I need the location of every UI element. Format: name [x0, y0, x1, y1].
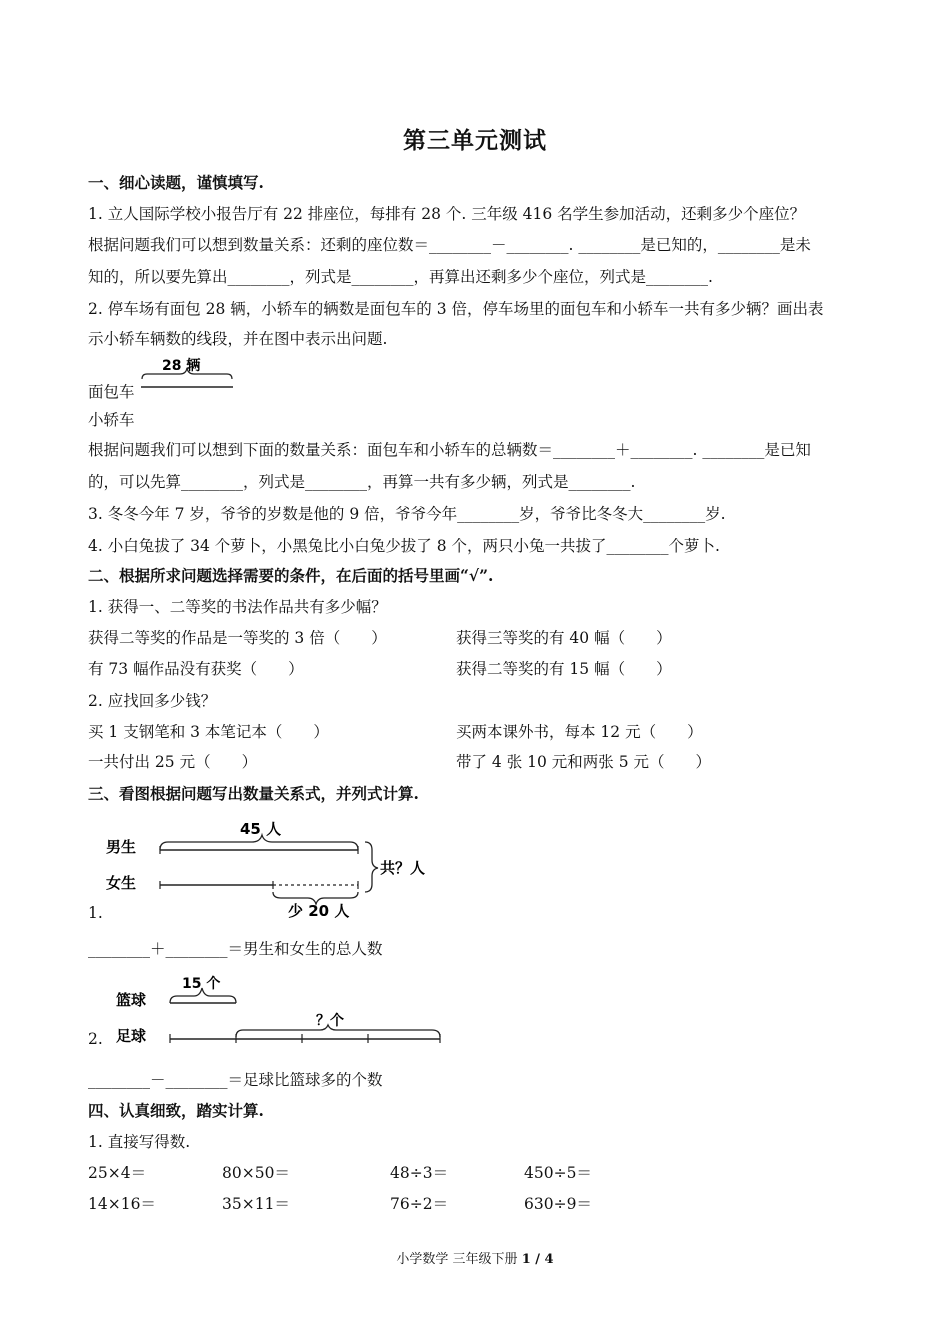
- part2-q2-opt-3: 一共付出 25 元（ ）: [88, 753, 258, 771]
- q1-line-3: 知的，所以要先算出________，列式是________，再算出还剩多少个座位，列式是________.: [88, 268, 713, 286]
- q3-text: 3. 冬冬今年 7 岁，爷爷的岁数是他的 9 倍，爷爷今年________岁，爷爷比冬冬大________岁.: [88, 505, 726, 523]
- equation-1: ________＋________＝男生和女生的总人数: [88, 940, 383, 958]
- basketball-count-label: 15 个: [182, 976, 221, 992]
- basketball-label: 篮球: [116, 991, 147, 1009]
- diagram-1-number: 1.: [88, 904, 103, 922]
- section-2-heading: 二、根据所求问题选择需要的条件，在后面的括号里画“√”.: [88, 566, 494, 585]
- basketball-brace: [170, 988, 236, 1003]
- section-3-heading: 三、看图根据问题写出数量关系式，并列式计算.: [88, 784, 419, 803]
- car-top-label: 28 辆: [162, 358, 201, 374]
- part4-q1: 1. 直接写得数.: [88, 1133, 191, 1151]
- football-label: 足球: [116, 1027, 147, 1045]
- calc-r2-c1: 14×16＝: [88, 1195, 156, 1213]
- part2-q2-opt-1: 买 1 支钢笔和 3 本笔记本（ ）: [88, 723, 329, 741]
- students-diagram: [100, 812, 445, 922]
- car-diagram: [140, 354, 250, 394]
- boys-label: 男生: [106, 838, 137, 856]
- car-row-label-1: 面包车: [88, 383, 135, 401]
- calc-r2-c3: 76÷2＝: [390, 1195, 449, 1213]
- section-1-heading: 一、细心读题，谨慎填写.: [88, 173, 264, 192]
- q1-line-1: 1. 立人国际学校小报告厅有 22 排座位，每排有 28 个. 三年级 416 名学生参加活动，还剩多少个座位？: [88, 205, 806, 223]
- section-4-heading: 四、认真细致，踏实计算.: [88, 1101, 264, 1120]
- footer-text: 小学数学 三年级下册: [396, 1252, 522, 1267]
- diagram-2-number: 2.: [88, 1030, 103, 1048]
- q2-line-3: 根据问题我们可以想到下面的数量关系：面包车和小轿车的总辆数＝________＋________. ________是已知: [88, 441, 811, 459]
- football-unknown-label: ？个: [316, 1013, 344, 1029]
- footer-page-number: 1 / 4: [521, 1252, 554, 1267]
- calc-r1-c4: 450÷5＝: [524, 1164, 592, 1182]
- q4-text: 4. 小白兔拔了 34 个萝卜，小黑兔比小白兔少拔了 8 个，两只小兔一共拔了________个萝卜.: [88, 537, 720, 555]
- total-label: 共？人: [380, 859, 426, 877]
- calc-r1-c1: 25×4＝: [88, 1164, 147, 1182]
- q2-line-4: 的，可以先算________，列式是________，再算一共有多少辆，列式是________.: [88, 473, 636, 491]
- part2-q1-opt-2: 获得三等奖的有 40 幅（ ）: [456, 629, 672, 647]
- part2-q1-opt-3: 有 73 幅作品没有获奖（ ）: [88, 660, 304, 678]
- boys-count-label: 45 人: [240, 820, 282, 838]
- difference-label: 少 20 人: [288, 902, 350, 920]
- balls-diagram: [110, 970, 450, 1050]
- part2-q1: 1. 获得一、二等奖的书法作品共有多少幅？: [88, 598, 387, 616]
- equation-2: ________－________＝足球比篮球多的个数: [88, 1071, 383, 1089]
- calc-r2-c2: 35×11＝: [222, 1195, 290, 1213]
- calc-r2-c4: 630÷9＝: [524, 1195, 592, 1213]
- q2-line-2: 示小轿车辆数的线段，并在图中表示出问题.: [88, 330, 388, 348]
- page-footer: [0, 1248, 950, 1267]
- q1-line-2: 根据问题我们可以想到数量关系：还剩的座位数＝________－________. ________是已知的，________是未: [88, 236, 811, 254]
- q2-line-1: 2. 停车场有面包 28 辆，小轿车的辆数是面包车的 3 倍，停车场里的面包车和小轿车一共有多少辆？画出表: [88, 300, 824, 318]
- part2-q1-opt-4: 获得二等奖的有 15 幅（ ）: [456, 660, 672, 678]
- car-row-label-2: 小轿车: [88, 411, 135, 429]
- part2-q2-opt-4: 带了 4 张 10 元和两张 5 元（ ）: [456, 753, 712, 771]
- part2-q1-opt-1: 获得二等奖的作品是一等奖的 3 倍（ ）: [88, 629, 387, 647]
- page-title: 第三单元测试: [403, 127, 547, 154]
- calc-r1-c2: 80×50＝: [222, 1164, 290, 1182]
- part2-q2-opt-2: 买两本课外书，每本 12 元（ ）: [456, 723, 703, 741]
- girls-label: 女生: [106, 874, 137, 892]
- total-brace: [365, 842, 378, 892]
- calc-r1-c3: 48÷3＝: [390, 1164, 449, 1182]
- part2-q2: 2. 应找回多少钱？: [88, 692, 217, 710]
